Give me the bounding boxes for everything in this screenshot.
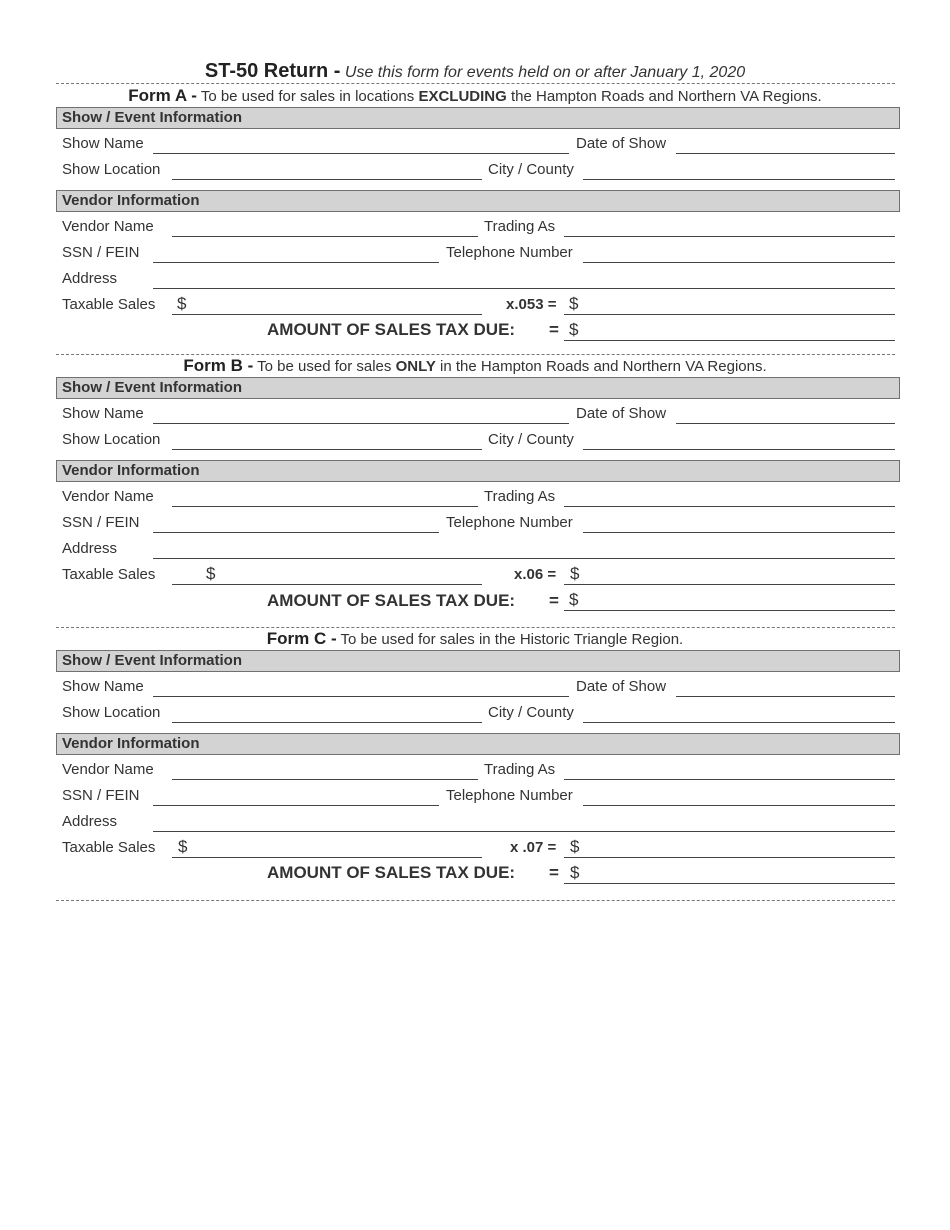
vendor-section-header: Vendor Information [56,460,900,482]
telephone-field[interactable] [583,805,895,806]
telephone-field[interactable] [583,262,895,263]
dollar-sign: $ [570,564,580,583]
vendor-name-label: Vendor Name [62,488,154,505]
form-title [0,629,950,650]
dollar-sign: $ [569,320,579,339]
taxable-sales-label: Taxable Sales [62,296,156,313]
show-location-label: Show Location [62,704,161,721]
dollar-sign: $ [206,564,216,583]
vendor-section-header: Vendor Information [56,733,900,755]
telephone-label: Telephone Number [446,514,573,531]
vendor-name-field[interactable] [172,236,478,237]
dollar-sign: $ [570,837,580,856]
dollar-sign: $ [570,863,580,882]
form-name: Form A - [128,86,197,105]
form-name: Form B - [183,356,254,375]
show-event-section-header: Show / Event Information [56,650,900,672]
show-location-field[interactable] [172,722,482,723]
form-a [0,84,950,364]
show-location-field[interactable] [172,179,482,180]
tax-computed-field[interactable] [564,584,895,585]
form-name: Form C - [266,629,337,648]
vendor-name-label: Vendor Name [62,761,154,778]
tax-rate-label: x.053 = [506,296,557,313]
tax-rate-label: x.06 = [514,566,557,583]
form-desc-pre: To be used for sales [257,358,392,375]
equals-sign: = [549,320,559,339]
show-location-label: Show Location [62,161,161,178]
taxable-sales-label: Taxable Sales [62,839,156,856]
amount-due-label: AMOUNT OF SALES TAX DUE: [267,863,516,882]
amount-due-field[interactable] [564,883,895,884]
vendor-name-label: Vendor Name [62,218,154,235]
show-name-field[interactable] [153,153,569,154]
form-b [0,354,950,634]
trading-as-label: Trading As [484,218,556,235]
date-of-show-field[interactable] [676,423,895,424]
address-field[interactable] [153,831,895,832]
ssn-fein-label: SSN / FEIN [62,787,140,804]
address-label: Address [62,270,118,287]
show-name-label: Show Name [62,678,144,695]
trading-as-field[interactable] [564,779,895,780]
tax-computed-field[interactable] [564,314,895,315]
address-field[interactable] [153,288,895,289]
amount-due-field[interactable] [564,610,895,611]
date-of-show-label: Date of Show [576,135,667,152]
address-label: Address [62,813,118,830]
amount-due-label: AMOUNT OF SALES TAX DUE: [267,591,516,610]
trading-as-field[interactable] [564,506,895,507]
ssn-fein-field[interactable] [153,805,439,806]
trading-as-field[interactable] [564,236,895,237]
form-title [0,356,950,377]
form-desc-post: the Hampton Roads and Northern VA Regions. [510,88,822,105]
telephone-label: Telephone Number [446,787,573,804]
dollar-sign: $ [569,590,579,609]
trading-as-label: Trading As [484,488,556,505]
telephone-label: Telephone Number [446,244,573,261]
taxable-sales-field[interactable] [172,314,482,315]
address-field[interactable] [153,558,895,559]
dollar-sign: $ [569,294,579,313]
ssn-fein-field[interactable] [153,532,439,533]
telephone-field[interactable] [583,532,895,533]
city-county-field[interactable] [583,179,895,180]
amount-due-label: AMOUNT OF SALES TAX DUE: [267,320,516,339]
form-desc-pre: To be used for sales in locations [200,88,415,105]
show-event-section-header: Show / Event Information [56,107,900,129]
date-of-show-field[interactable] [676,153,895,154]
form-desc-pre: To be used for sales in the Historic Triangle Region. [340,631,684,648]
date-of-show-label: Date of Show [576,405,667,422]
address-label: Address [62,540,118,557]
vendor-section-header: Vendor Information [56,190,900,212]
city-county-field[interactable] [583,722,895,723]
title-main: ST-50 Return - [204,60,341,82]
show-name-label: Show Name [62,405,144,422]
taxable-sales-field[interactable] [172,584,482,585]
dashed-divider [56,900,895,901]
show-name-label: Show Name [62,135,144,152]
show-event-section-header: Show / Event Information [56,377,900,399]
vendor-name-field[interactable] [172,779,478,780]
equals-sign: = [549,863,559,882]
show-name-field[interactable] [153,423,569,424]
form-title [0,86,950,107]
form-desc-bold: ONLY [395,358,436,375]
vendor-name-field[interactable] [172,506,478,507]
tax-rate-label: x .07 = [510,839,557,856]
show-location-label: Show Location [62,431,161,448]
city-county-field[interactable] [583,449,895,450]
date-of-show-field[interactable] [676,696,895,697]
tax-computed-field[interactable] [564,857,895,858]
form-c [0,627,950,907]
city-county-label: City / County [488,431,574,448]
dollar-sign: $ [178,837,188,856]
taxable-sales-field[interactable] [172,857,482,858]
taxable-sales-label: Taxable Sales [62,566,156,583]
ssn-fein-field[interactable] [153,262,439,263]
ssn-fein-label: SSN / FEIN [62,244,140,261]
amount-due-field[interactable] [564,340,895,341]
show-name-field[interactable] [153,696,569,697]
ssn-fein-label: SSN / FEIN [62,514,140,531]
form-desc-post: in the Hampton Roads and Northern VA Regions. [440,358,767,375]
city-county-label: City / County [488,704,574,721]
form-desc-bold: EXCLUDING [418,88,507,105]
dollar-sign: $ [177,294,187,313]
date-of-show-label: Date of Show [576,678,667,695]
equals-sign: = [549,591,559,610]
title-subtitle: Use this form for events held on or after January 1, 2020 [344,64,746,81]
show-location-field[interactable] [172,449,482,450]
page-title [0,59,950,85]
trading-as-label: Trading As [484,761,556,778]
city-county-label: City / County [488,161,574,178]
